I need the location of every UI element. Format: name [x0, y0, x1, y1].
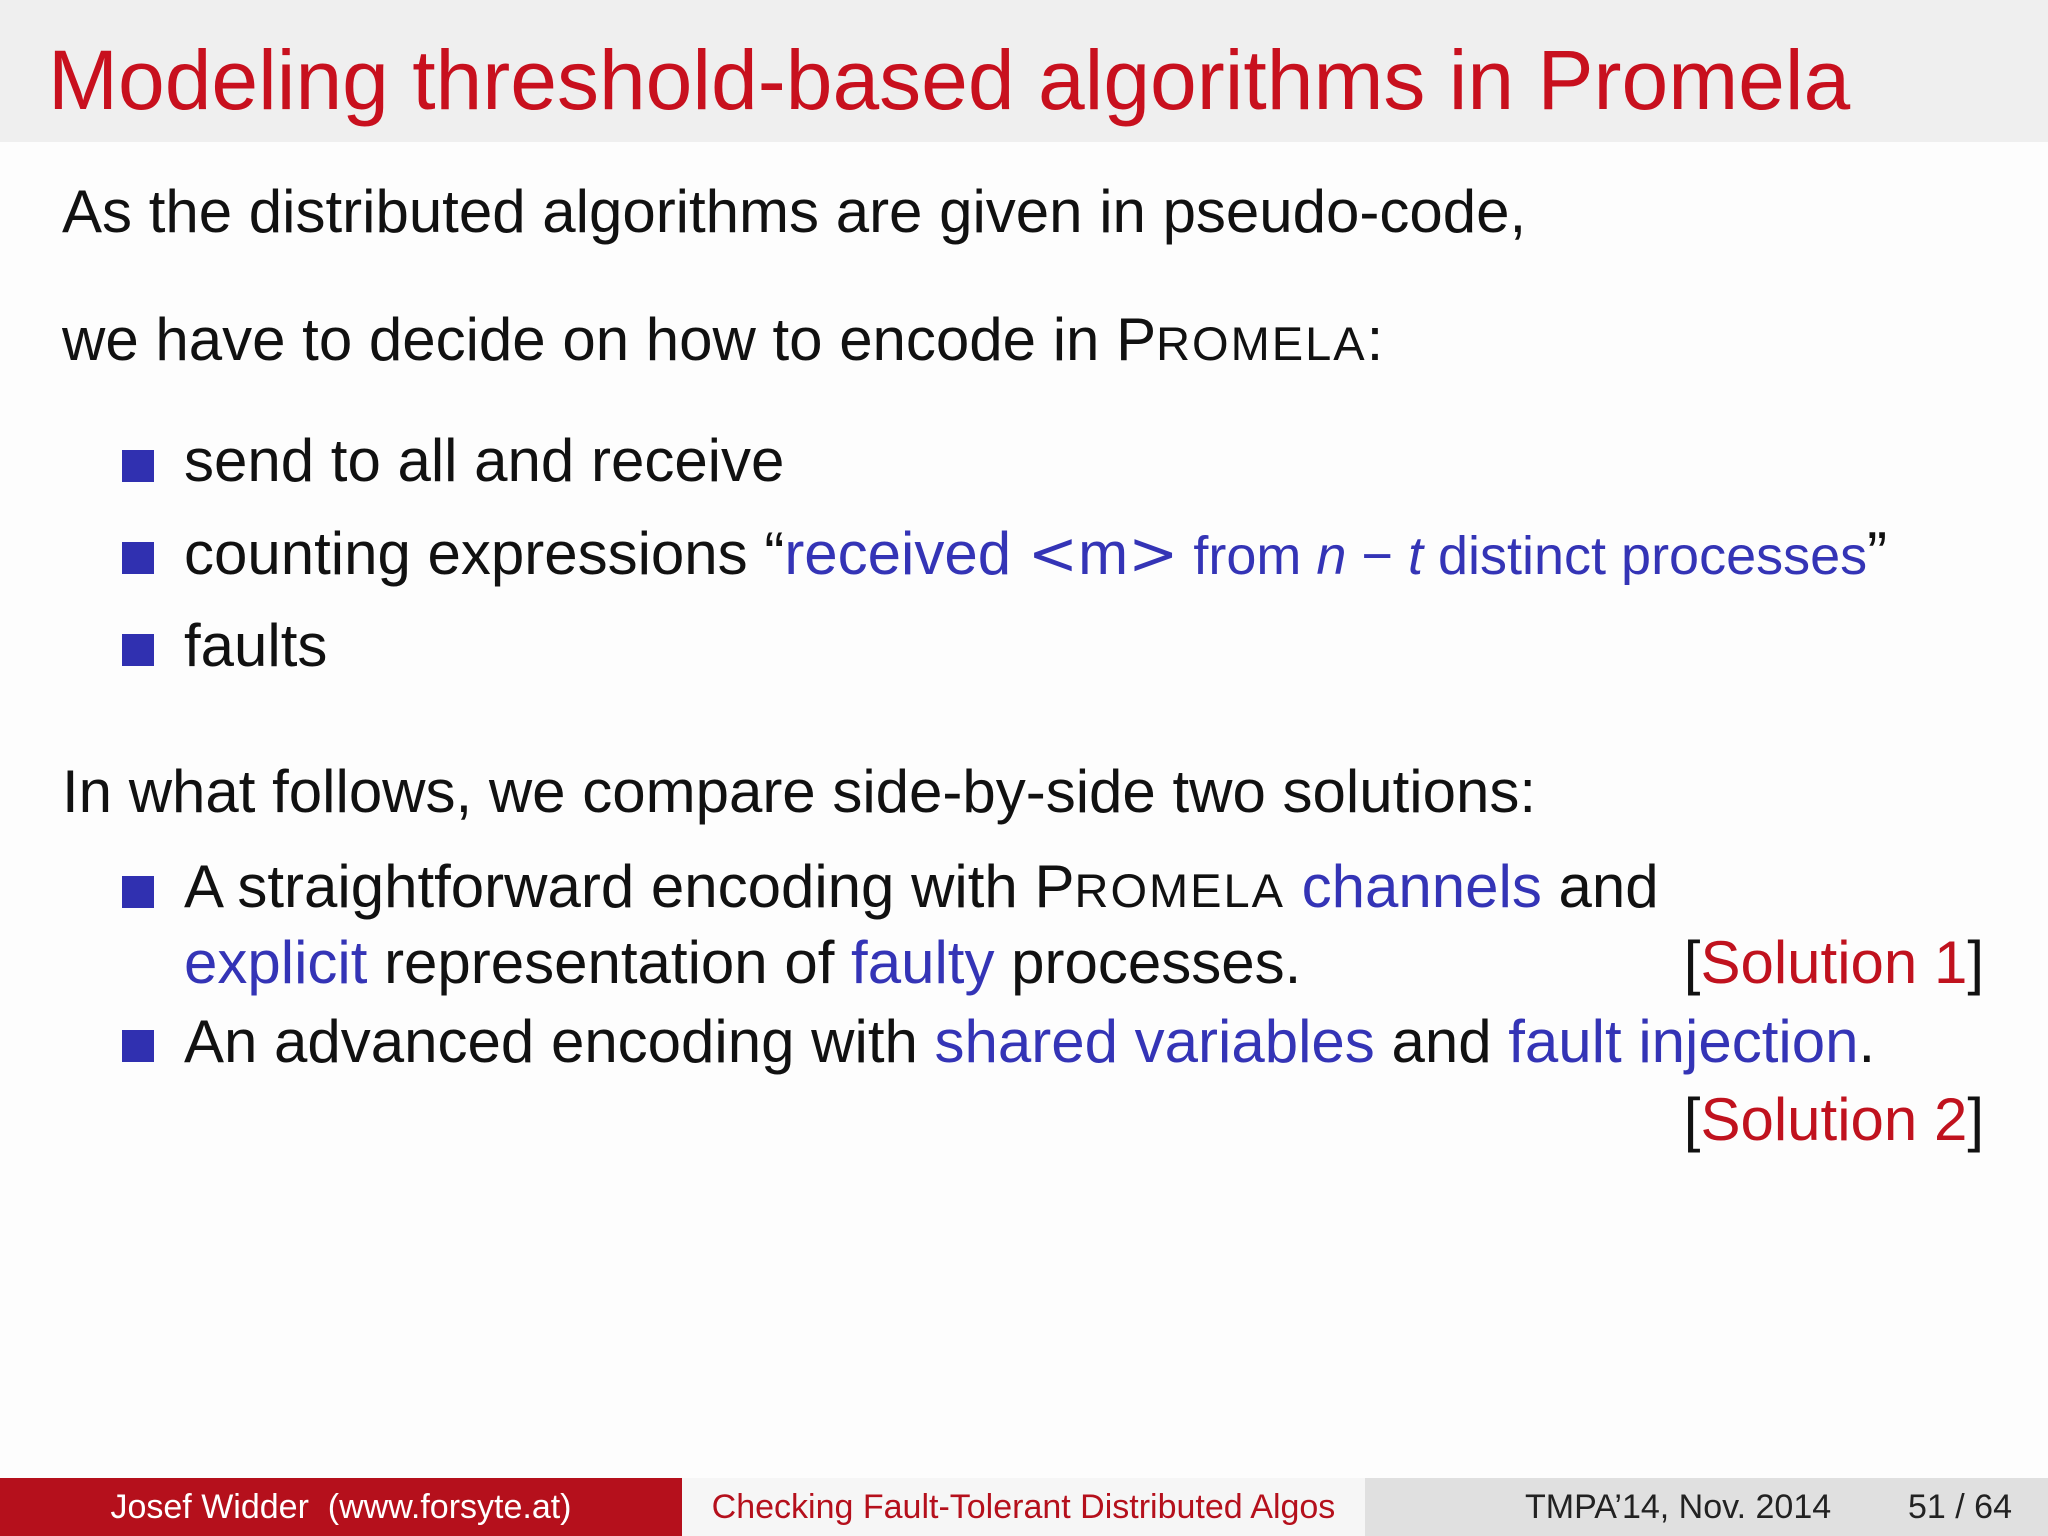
- intro-line-2-prefix: we have to decide on how to encode in: [62, 306, 1117, 373]
- explicit-term: explicit: [184, 929, 368, 996]
- from-text: from: [1178, 526, 1317, 586]
- faulty-term: faulty: [851, 929, 995, 996]
- bullet-marker: [122, 450, 154, 482]
- promela-word-rest: ROMELA: [1156, 317, 1367, 370]
- footer: [0, 1478, 2048, 1536]
- promela-word-first: P: [1034, 853, 1075, 920]
- intro-line-2: [62, 304, 1383, 380]
- footer-conference: TMPA’14, Nov. 2014: [1525, 1488, 1832, 1526]
- bullet-item-faults: faults: [184, 612, 328, 679]
- solution2-reference: [1684, 1084, 1984, 1156]
- n-variable: n: [1316, 526, 1347, 586]
- less-than-symbol: <: [1027, 519, 1079, 589]
- bullet-item-counting-expressions: [184, 518, 1887, 592]
- solution1-bracket-open: [: [1683, 929, 1701, 996]
- bullet-marker: [122, 1030, 154, 1062]
- bullet-marker: [122, 876, 154, 908]
- solution1-reference: [1684, 927, 1984, 999]
- shared-variables-term: shared variables: [934, 1008, 1375, 1075]
- solution1-line-2: [184, 927, 1301, 999]
- minus-symbol: −: [1346, 526, 1408, 586]
- solution2-bracket-close: ]: [1967, 1086, 1984, 1153]
- solution1-label: Solution 1: [1700, 929, 1968, 996]
- solution1-line-1: [184, 851, 1659, 927]
- title-bar: [0, 0, 2048, 142]
- slide-title: Modeling threshold-based algorithms in Promela: [48, 33, 1851, 127]
- solution2-line: [184, 1006, 1875, 1078]
- solution2-period: .: [1858, 1008, 1876, 1075]
- distinct-processes-text: distinct processes: [1422, 526, 1868, 586]
- closing-quote: ”: [1867, 520, 1888, 587]
- footer-page-number: 51 / 64: [1908, 1488, 2012, 1526]
- bullet-marker: [122, 542, 154, 574]
- footer-author-section: [0, 1478, 682, 1536]
- channels-term: channels: [1301, 853, 1542, 920]
- footer-talk-title: Checking Fault-Tolerant Distributed Algos: [711, 1488, 1336, 1526]
- footer-title-section: [682, 1478, 1365, 1536]
- counting-prefix: counting expressions “: [184, 520, 785, 587]
- solution1-prefix: A straightforward encoding with: [184, 853, 1035, 920]
- solution1-and: and: [1541, 853, 1659, 920]
- solution2-prefix: An advanced encoding with: [184, 1008, 935, 1075]
- solution2-bracket-open: [: [1683, 1086, 1701, 1153]
- intro-line-2-suffix: :: [1366, 306, 1384, 373]
- processes-text: processes.: [994, 929, 1302, 996]
- t-variable: t: [1407, 526, 1423, 586]
- representation-of-text: representation of: [367, 929, 852, 996]
- promela-word-first: P: [1116, 306, 1157, 373]
- solution2-and: and: [1374, 1008, 1509, 1075]
- fault-injection-term: fault injection: [1508, 1008, 1859, 1075]
- bullet-marker: [122, 634, 154, 666]
- intro-line-1: As the distributed algorithms are given in pseudo-code,: [62, 178, 1527, 245]
- promela-word-rest: ROMELA: [1074, 864, 1285, 917]
- follow-line: In what follows, we compare side-by-side two solutions:: [62, 758, 1536, 825]
- bullet-item-send-receive: send to all and receive: [184, 427, 785, 494]
- footer-author: Josef Widder (www.forsyte.at): [110, 1488, 572, 1526]
- footer-info-section: [1365, 1478, 2048, 1536]
- m-text: m: [1078, 520, 1129, 587]
- received-text: received: [784, 520, 1028, 587]
- greater-than-symbol: >: [1128, 519, 1179, 589]
- solution1-bracket-close: ]: [1967, 929, 1984, 996]
- solution2-label: Solution 2: [1700, 1086, 1968, 1153]
